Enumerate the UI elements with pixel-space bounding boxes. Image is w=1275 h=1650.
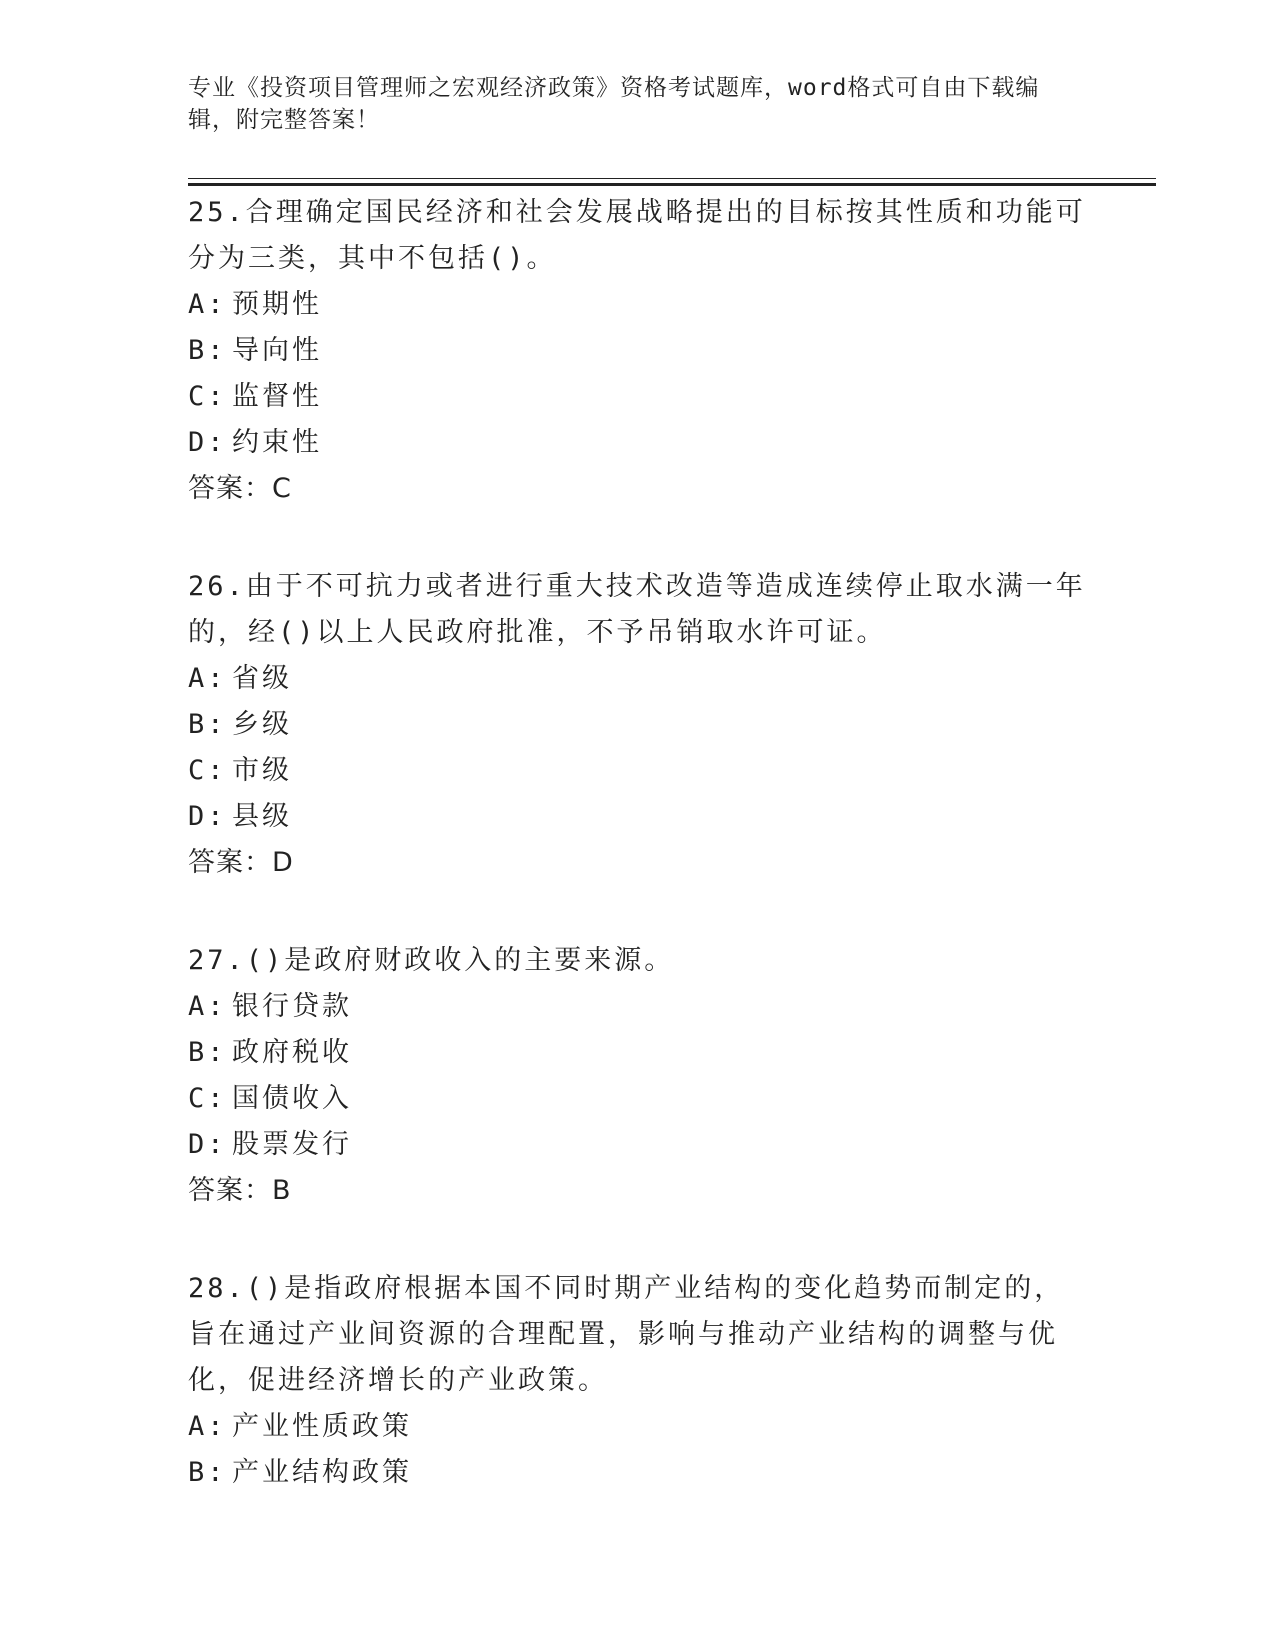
question-stem: 27.()是政府财政收入的主要来源。 [188,945,675,976]
option-letter: D: [188,801,227,832]
option-letter: B: [188,1037,227,1068]
question-27 [188,938,1088,1214]
option-letter: B: [188,335,227,366]
question-list [188,190,1088,1548]
option-text: 县级 [232,801,292,832]
option-letter: C: [188,755,227,786]
option-c [188,1076,1088,1122]
option-text: 银行贷款 [232,991,352,1022]
question-stem: 25.合理确定国民经济和社会发展战略提出的目标按其性质和功能可分为三类，其中不包括()。 [188,197,1086,274]
question-stem: 26.由于不可抗力或者进行重大技术改造等造成连续停止取水满一年的，经()以上人民政府批准，不予吊销取水许可证。 [188,571,1086,648]
option-text: 政府税收 [232,1037,352,1068]
option-text: 国债收入 [232,1083,352,1114]
question-25 [188,190,1088,512]
option-text: 产业结构政策 [232,1457,412,1488]
option-c [188,748,1088,794]
option-text: 市级 [232,755,292,786]
option-text: 股票发行 [232,1129,352,1160]
option-a [188,1404,1088,1450]
option-text: 产业性质政策 [232,1411,412,1442]
question-28 [188,1266,1088,1496]
option-a [188,282,1088,328]
option-letter: D: [188,427,227,458]
option-b [188,1450,1088,1496]
option-text: 乡级 [232,709,292,740]
option-letter: A: [188,663,227,694]
option-b [188,328,1088,374]
document-header: 专业《投资项目管理师之宏观经济政策》资格考试题库，word格式可自由下载编辑，附完整答案！ [188,75,1040,133]
option-text: 约束性 [232,427,322,458]
option-letter: C: [188,381,227,412]
option-letter: B: [188,709,227,740]
option-d [188,420,1088,466]
option-letter: C: [188,1083,227,1114]
option-d [188,1122,1088,1168]
option-text: 预期性 [232,289,322,320]
option-b [188,702,1088,748]
header-divider-thick [188,183,1156,186]
option-letter: A: [188,991,227,1022]
option-a [188,984,1088,1030]
option-d [188,794,1088,840]
option-letter: A: [188,1411,227,1442]
answer-line: 答案：C [188,473,292,504]
option-b [188,1030,1088,1076]
question-stem: 28.()是指政府根据本国不同时期产业结构的变化趋势而制定的，旨在通过产业间资源的合理配置，影响与推动产业结构的调整与优化，促进经济增长的产业政策。 [188,1273,1065,1396]
answer-line: 答案：B [188,1175,292,1206]
option-text: 监督性 [232,381,322,412]
option-letter: A: [188,289,227,320]
question-26 [188,564,1088,886]
option-c [188,374,1088,420]
answer-line: 答案：D [188,847,294,878]
option-a [188,656,1088,702]
header-divider-thin [188,178,1156,179]
option-text: 省级 [232,663,292,694]
option-letter: B: [188,1457,227,1488]
option-text: 导向性 [232,335,322,366]
option-letter: D: [188,1129,227,1160]
